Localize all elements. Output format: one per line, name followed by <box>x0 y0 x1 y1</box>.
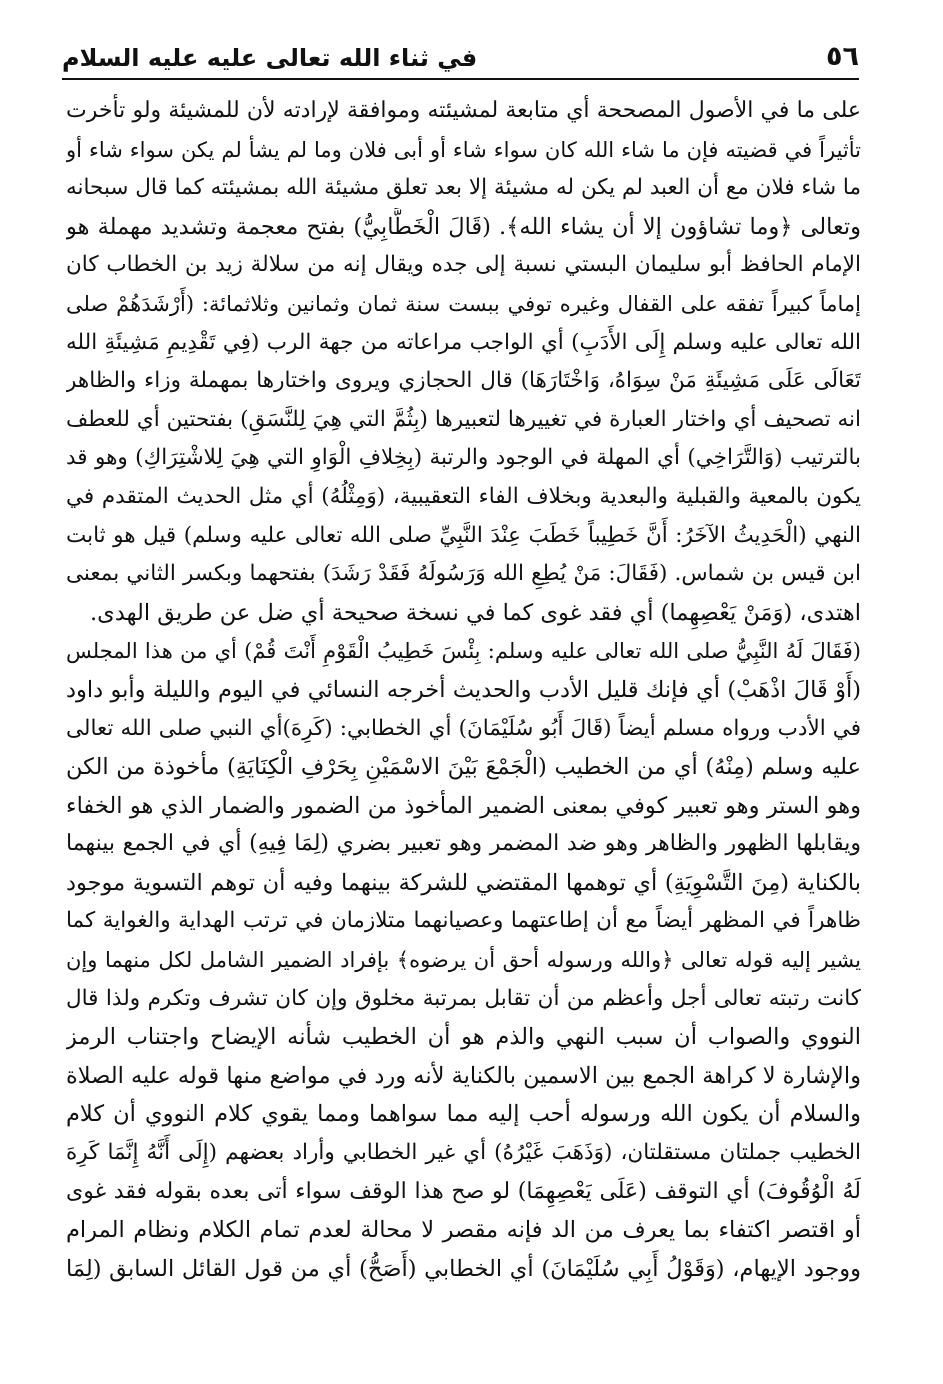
text-line: تأثيراً في قضيته فإن ما شاء الله كان سواء شاء أو أبى فلان وما لم يشأ لم يكن سواء شاء أو <box>66 137 861 162</box>
text-line: ووجود الإيهام، (وَقَوْلُ أَبِي سُلَيْمَانَ) أي الخطابي (أَصَحُّ) أي من قول القائل السابق (لِمَا <box>66 1255 861 1282</box>
text-line: والإشارة لا كراهة الجمع بين الاسمين بالكناية لأنه ورد في مواضع منها قوله عليه الصلاة <box>66 1062 861 1089</box>
text-line: على ما في الأصول المصححة أي متابعة لمشيئته وموافقة لإرادته لأن للمشيئة ولو تأخرت <box>66 98 861 123</box>
text-line: النووي والصواب أن سبب النهي والذم هو أن الخطيب شأنه الإيضاح واجتناب الرمز <box>66 1024 861 1051</box>
text-line: (فَقَالَ لَهُ النَّبِيُّ صلى الله تعالى عليه وسلم: بِئْسَ خَطِيبُ الْقَوْمِ أَنْتَ قُمْ) أي من هذا المجلس <box>66 639 861 664</box>
header-divider <box>62 78 859 80</box>
body-text <box>66 92 861 1288</box>
text-line: بالكناية (مِنَ التَّسْوِيَةِ) أي توهمها المقتضي للشركة بينهما وفيه أن توهم التسوية موجود <box>66 869 861 896</box>
text-line: تَعَالَى عَلَى مَشِيئَةِ مَنْ سِوَاهُ، وَاخْتَارَهَا) قال الحجازي ويروى واختارها بمهملة وزاء والظاهر <box>66 368 861 394</box>
text-line: الإمام الحافظ أبو سليمان البستي نسبة إلى جده ويقال إنه من سلالة زيد بن الخطاب كان <box>66 252 861 278</box>
text-line: إماماً كبيراً تفقه على القفال وغيره توفي ببست سنة ثمان وثمانين وثلاثمائة: (أَرْشَدَهُمْ صلى <box>66 291 861 316</box>
text-line: اهتدى، (وَمَنْ يَعْصِهِما) أي فقد غوى كما في نسخة صحيحة أي ضل عن طريق الهدى. <box>90 599 861 626</box>
text-line: الخطيب جملتان مستقلتان، (وَذَهَبَ غَيْرُهُ) أي غير الخطابي وأراد بعضهم (إِلَى أَنَّهُ إِنَّمَا كَرِهَ <box>66 1140 861 1166</box>
text-line: يشير إليه قوله تعالى ﴿والله ورسوله أحق أن يرضوه﴾ بإفراد الضمير الشامل لكل منهما وإن <box>66 948 861 973</box>
text-line: والسلام أن يكون الله ورسوله أحب إليه مما سواهما ومما يقوي كلام النووي أن كلام <box>66 1101 861 1128</box>
text-line: أو اقتصر اكتفاء بما يعرف من الد فإنه مقصر لا محالة لعدم تمام الكلام ونظام المرام <box>66 1217 861 1244</box>
text-line: ما شاء فلان مع أن العبد لم يكن له مشيئة إلا بعد تعلق مشيئة الله بمشيئته كما قال سبحانه <box>66 175 861 201</box>
text-line: الله تعالى عليه وسلم إِلَى الأَدَبِ) أي الواجب مراعاته من جهة الرب (فِي تَقْدِيمِ مَشِيئَةِ الله <box>66 329 861 355</box>
text-line: بالترتيب (وَالتَّرَاخِي) أي المهلة في الوجود والرتبة (بِخِلافِ الْوَاوِ التي هِيَ لِلاشْتِرَاكِ) وهو قد <box>66 445 861 471</box>
text-line: لَهُ الْوُقُوفَ) أي التوقف (عَلَى يَعْصِهِمَا) لو صح هذا الوقف سواء أتى بعده بقوله فقد غوى <box>66 1178 861 1204</box>
text-line: يكون بالمعية والقبلية والبعدية وبخلاف الفاء التعقيبية، (وَمِثْلُهُ) أي مثل الحديث المتقدم في <box>66 483 861 509</box>
text-line: ظاهراً في المظهر أيضاً مع أن إطاعتهما وعصيانهما متلازمان في ترتب الهداية والغواية كما <box>66 908 861 934</box>
text-line: ويقابلها الظهور والظاهر وهو ضد المضمر وهو تعبير بضري (لِمَا فِيهِ) أي في الجمع بينهما <box>66 831 861 857</box>
text-line: في الأدب ورواه مسلم أيضاً (قَالَ أَبُو سُلَيْمَانَ) أي الخطابي: (كَرِهَ)أي النبي صلى الله تعالى <box>66 715 861 741</box>
text-line: وهو الستر وهو تعبير كوفي بمعنى الضمير المأخوذ من الضمور والضمار الذي هو الخفاء <box>66 792 861 819</box>
text-line: النهي (الْحَدِيثُ الآخَرُ: أَنَّ خَطِيباً خَطَبَ عِنْدَ النَّبِيِّ صلى الله تعالى عليه وسلم) قيل هو ثابت <box>66 522 861 548</box>
text-line: عليه وسلم (مِنْهُ) أي من الخطيب (الْجَمْعَ بَيْنَ الاسْمَيْنِ بِحَرْفِ الْكِنَايَةِ) مأخوذة من الكن <box>66 754 861 781</box>
text-line: ابن قيس بن شماس. (فَقَالَ: مَنْ يُطِعِ الله وَرَسُولَهُ فَقَدْ رَشَدَ) بفتحهما وبكسر الثاني بمعنى <box>66 561 861 587</box>
running-title: في ثناء الله تعالى عليه عليه السلام <box>62 44 478 72</box>
text-line: وتعالى ﴿وما تشاؤون إلا أن يشاء الله﴾. (قَالَ الْخَطَّابِيُّ) بفتح معجمة وتشديد مهملة هو <box>66 213 861 240</box>
text-line: انه تصحيف أي واختار العبارة في تغييرها لتعبيرها (بِثُمَّ التي هِيَ لِلنَّسَقِ) بفتحتين أي للعطف <box>66 406 861 432</box>
text-line: (أَوْ قَالَ اذْهَبْ) أي فإنك قليل الأدب والحديث أخرجه النسائي في اليوم والليلة وأبو داود <box>66 676 861 703</box>
page-header <box>62 22 859 72</box>
page-number: ٥٦ <box>826 41 859 72</box>
text-line: كانت رتبته تعالى أجل وأعظم من أن تقابل بمرتبة مخلوق وإن كان تشرف وتكرم ولذا قال <box>66 985 861 1011</box>
